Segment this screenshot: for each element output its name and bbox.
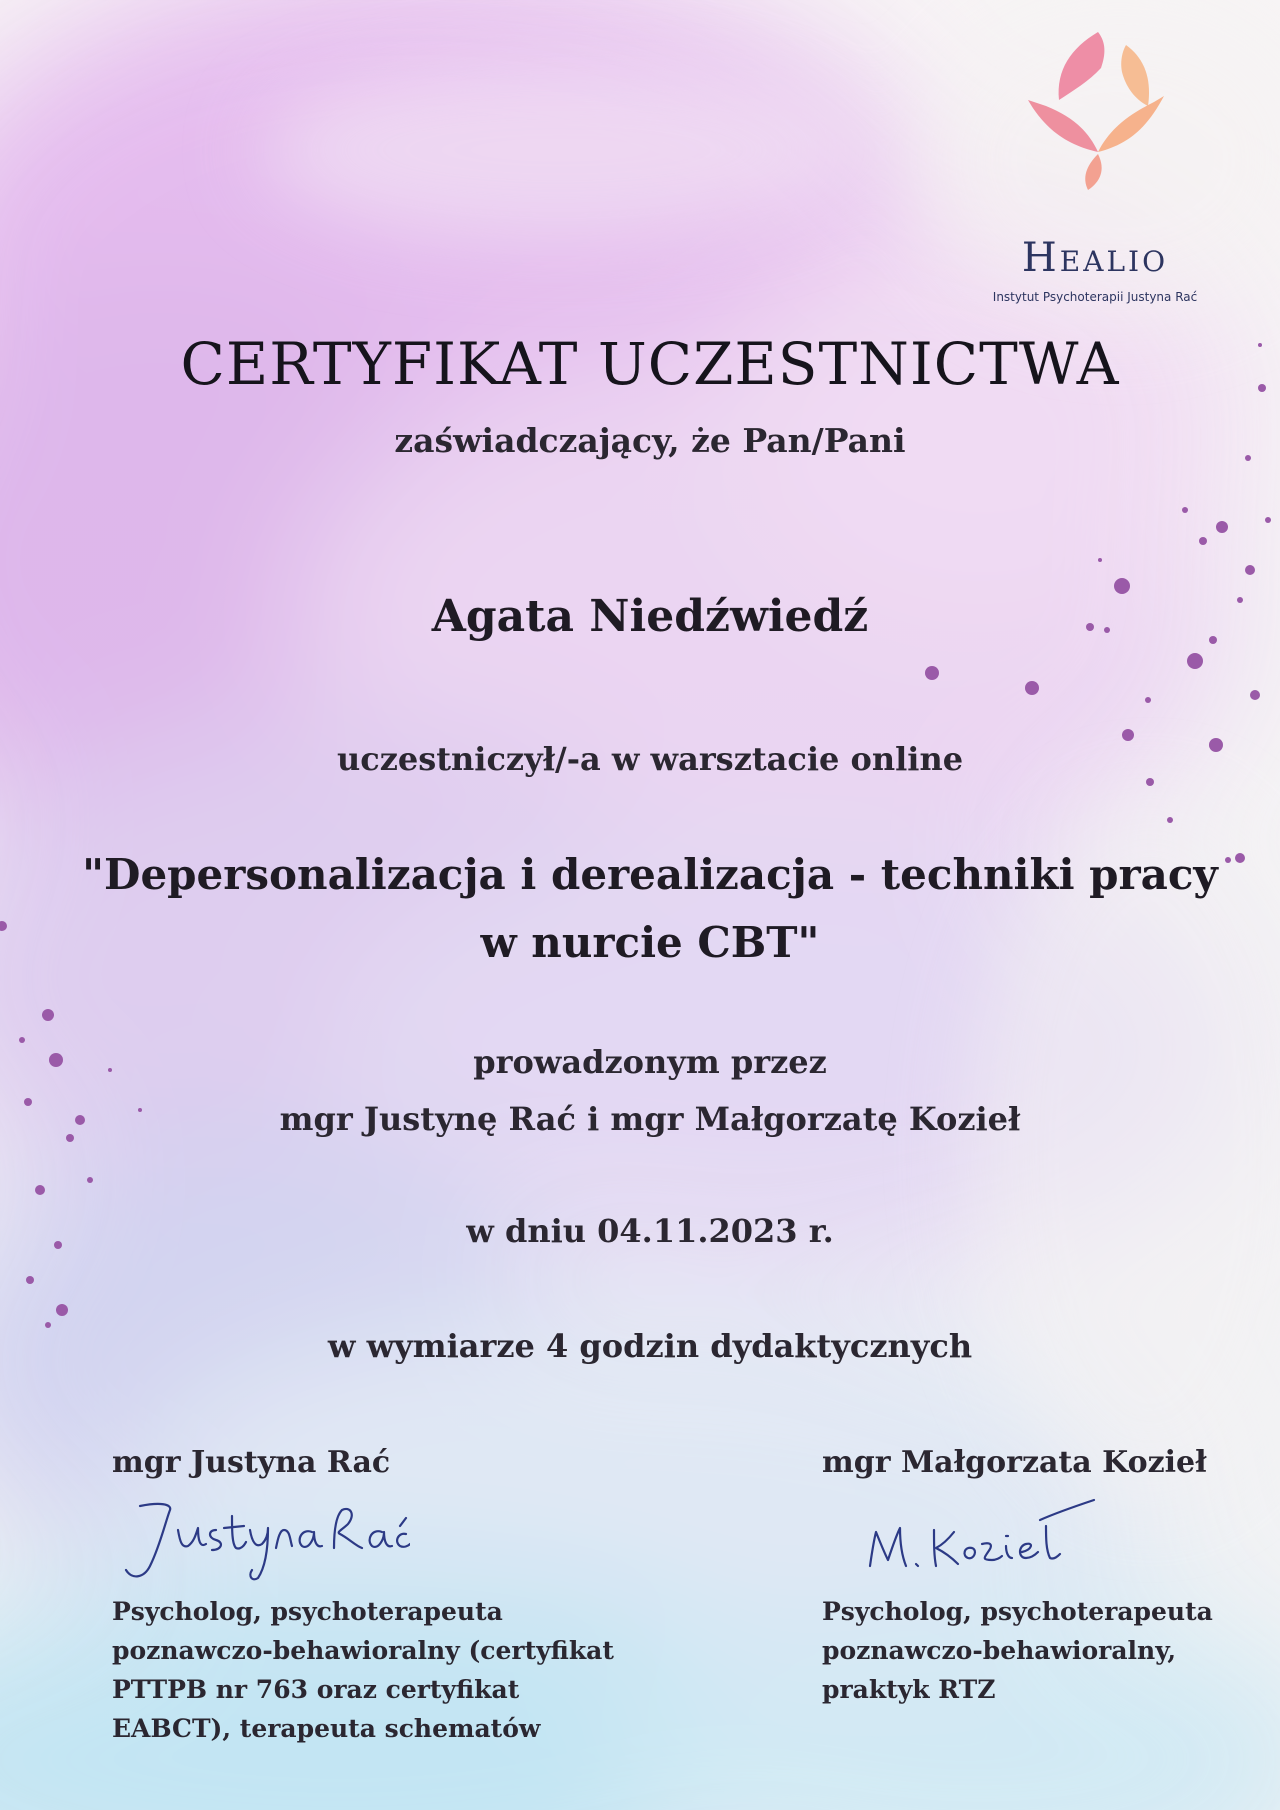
signer-description-line: poznawczo-behawioralny, <box>822 1636 1177 1665</box>
certificate-title: CERTYFIKAT UCZESTNICTWA <box>180 330 1120 398</box>
participant-name: Agata Niedźwiedź <box>431 591 869 642</box>
signer-description-line: Psycholog, psychoterapeuta <box>822 1597 1213 1626</box>
healio-flower-logo-icon <box>1026 30 1166 190</box>
signature-block-right <box>822 1445 1242 1709</box>
handwritten-signature-justyna-rac <box>120 1496 410 1586</box>
signer-name: mgr Małgorzata Kozieł <box>822 1445 1207 1480</box>
course-title-line-1: "Depersonalizacja i derealizacja - techniki pracy <box>82 850 1218 899</box>
signer-description-line: EABCT), terapeuta schematów <box>112 1714 541 1743</box>
signer-description-line: Psycholog, psychoterapeuta <box>112 1597 503 1626</box>
workshop-date: w dniu 04.11.2023 r. <box>466 1212 834 1250</box>
participation-statement: uczestniczył/-a w warsztacie online <box>336 740 964 778</box>
workshop-leaders: mgr Justynę Rać i mgr Małgorzatę Kozieł <box>279 1100 1021 1138</box>
workshop-hours: w wymiarze 4 godzin dydaktycznych <box>327 1327 973 1365</box>
healio-institute-name: Instytut Psychoterapii Justyna Rać <box>992 290 1198 304</box>
signer-description <box>112 1592 632 1748</box>
led-by-label: prowadzonym przez <box>473 1043 827 1081</box>
signer-name: mgr Justyna Rać <box>112 1445 391 1480</box>
signer-description-line: PTTPB nr 763 oraz certyfikat <box>112 1675 520 1704</box>
signer-description-line: poznawczo-behawioralny (certyfikat <box>112 1636 614 1665</box>
healio-logo <box>990 30 1230 304</box>
course-title-line-2: w nurcie CBT" <box>480 918 820 967</box>
signature-block-left <box>112 1445 632 1748</box>
healio-brand-name: Healio <box>1021 235 1169 281</box>
signer-description <box>822 1592 1242 1709</box>
signer-description-line: praktyk RTZ <box>822 1675 996 1704</box>
certificate-subtitle: zaświadczający, że Pan/Pani <box>394 421 906 460</box>
handwritten-signature-m-koziel <box>862 1496 1102 1586</box>
